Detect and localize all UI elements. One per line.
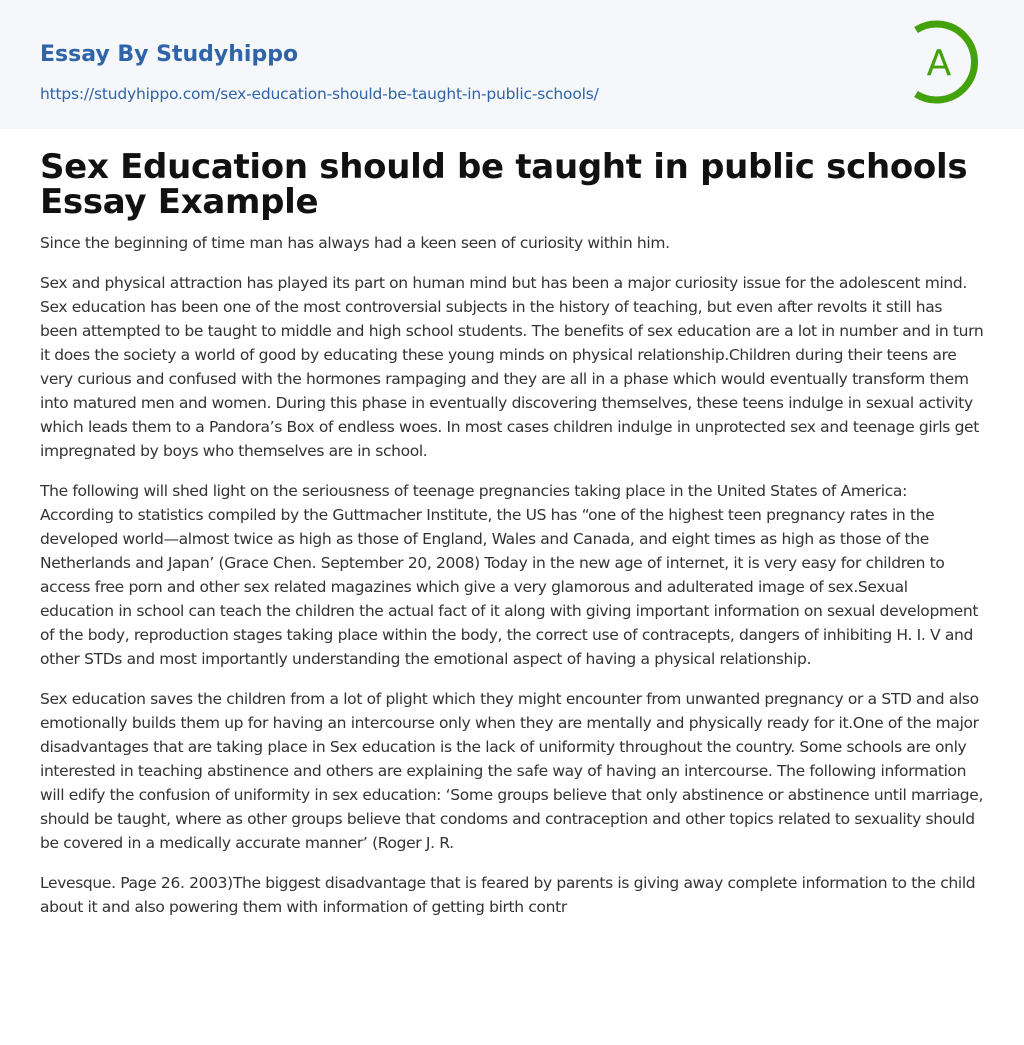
brand-title: Essay By Studyhippo [40, 42, 299, 67]
logo-letter: A [926, 43, 952, 84]
essay-paragraph: Sex education saves the children from a lot of plight which they might encounter from unwanted pregnancy or a STD and also emotionally builds them up for having an intercourse only when they are mentally and physically ready for it.One of the major disadvantages that are taking place in Sex education is the lack of uniformity throughout the country. Some schools are only interested in teaching abstinence and others are explaining the safe way of having an intercourse. The following information will edify the confusion of uniformity in sex education: ‘Some groups believe that only abstinence or abstinence until marriage, should be taught, where as other groups believe that condoms and contraception and other topics related to sexuality should be covered in a medically accurate manner’ (Roger J. R. [40, 690, 984, 852]
essay-paragraph: Sex and physical attraction has played its part on human mind but has been a major curiosity issue for the adolescent mind. Sex education has been one of the most controversial subjects in the history of teaching, but even after revolts it still has been attempted to be taught to middle and high school students. The benefits of sex education are a lot in number and in turn it does the society a world of good by educating these young minds on physical relationship.Children during their teens are very curious and confused with the hormones rampaging and they are all in a phase which would eventually transform them into matured men and women. During this phase in eventually discovering themselves, these teens indulge in sexual activity which leads them to a Pandora’s Box of endless woes. In most cases children indulge in unprotected sex and teenage girls get impregnated by boys who themselves are in school. [40, 274, 984, 460]
source-url-link[interactable]: https://studyhippo.com/sex-education-should-be-taught-in-public-schools/ [40, 85, 599, 103]
page-title: Sex Education should be taught in public schools Essay Example [40, 147, 968, 222]
studyhippo-logo-icon[interactable] [908, 18, 988, 106]
essay-paragraph: Since the beginning of time man has always had a keen seen of curiosity within him. [40, 234, 670, 252]
essay-paragraph: Levesque. Page 26. 2003)The biggest disadvantage that is feared by parents is giving away complete information to the child about it and also powering them with information of getting birth contr [40, 874, 976, 916]
essay-paragraph: The following will shed light on the seriousness of teenage pregnancies taking place in the United States of America: According to statistics compiled by the Guttmacher Institute, the US has “one of the highest teen pregnancy rates in the developed world—almost twice as high as those of England, Wales and Canada, and eight times as high as those of the Netherlands and Japan’ (Grace Chen. September 20, 2008) Today in the new age of internet, it is very easy for children to access free porn and other sex related magazines which give a very glamorous and adulterated image of sex.Sexual education in school can teach the children the actual fact of it along with giving important information on sexual development of the body, reproduction stages taking place within the body, the correct use of contracepts, dangers of inhibiting H. I. V and other STDs and most importantly understanding the emotional aspect of having a physical relationship. [40, 482, 979, 668]
article [0, 147, 1024, 919]
site-header [0, 0, 1024, 129]
